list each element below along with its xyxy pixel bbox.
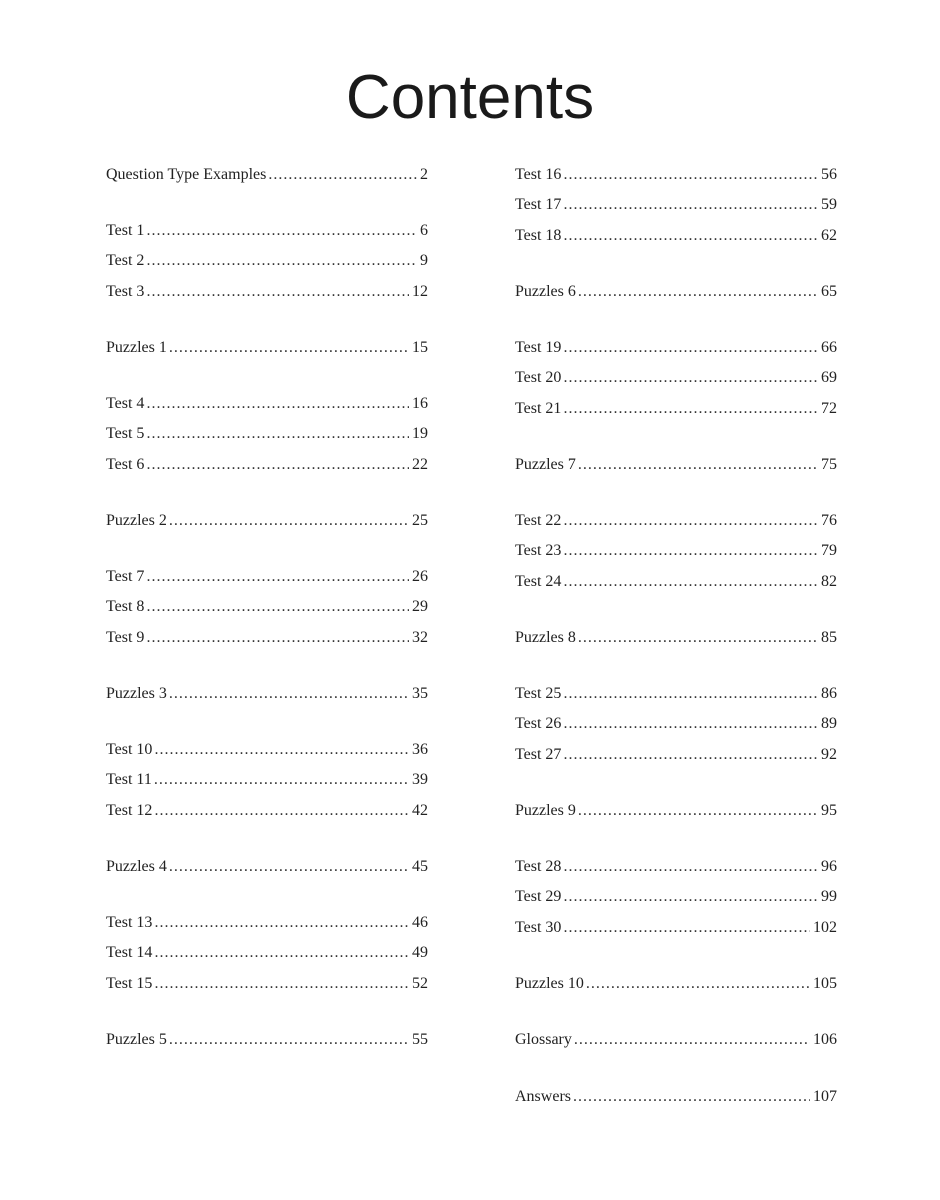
- dot-leader: [563, 913, 810, 943]
- toc-entry-page-number: 6: [420, 222, 428, 239]
- toc-entry-label: Test 23: [515, 542, 562, 559]
- toc-entry: [106, 796, 428, 826]
- dot-leader: [563, 506, 818, 536]
- dot-leader: [578, 796, 818, 826]
- toc-entry-label: Puzzles 6: [515, 283, 576, 300]
- toc-entry-page-number: 56: [821, 166, 837, 183]
- toc-entry: [106, 160, 428, 190]
- dot-leader: [169, 333, 409, 363]
- toc-entry-page-number: 107: [813, 1088, 837, 1105]
- dot-leader: [169, 506, 409, 536]
- toc-entry-label: Test 24: [515, 573, 562, 590]
- toc-entry-label: Test 17: [515, 196, 562, 213]
- dot-leader: [563, 536, 818, 566]
- toc-entry-label: Test 29: [515, 888, 562, 905]
- toc-entry-page-number: 22: [412, 456, 428, 473]
- toc-entry: [106, 389, 428, 419]
- toc-entry-page-number: 12: [412, 283, 428, 300]
- toc-entry-label: Test 26: [515, 715, 562, 732]
- page-title: Contents: [345, 63, 595, 132]
- toc-entry-label: Puzzles 9: [515, 802, 576, 819]
- toc-entry-page-number: 49: [412, 944, 428, 961]
- toc-entry-page-number: 19: [412, 425, 428, 442]
- toc-entry: [515, 709, 837, 739]
- toc-entry-label: Test 12: [106, 802, 153, 819]
- dot-leader: [146, 389, 409, 419]
- toc-entry-label: Test 6: [106, 456, 145, 473]
- toc-entry-label: Test 28: [515, 858, 562, 875]
- toc-entry-page-number: 55: [412, 1031, 428, 1048]
- toc-entry: [106, 277, 428, 307]
- toc-entry-page-number: 2: [420, 166, 428, 183]
- toc-entry-page-number: 65: [821, 283, 837, 300]
- toc-entry: [106, 679, 428, 709]
- toc-entry: [515, 363, 837, 393]
- toc-entry-page-number: 89: [821, 715, 837, 732]
- toc-entry: [106, 938, 428, 968]
- toc-entry-page-number: 66: [821, 339, 837, 356]
- dot-leader: [146, 592, 409, 622]
- toc-entry-label: Puzzles 4: [106, 858, 167, 875]
- toc-entry: [515, 623, 837, 653]
- dot-leader: [578, 450, 818, 480]
- toc-entry-page-number: 62: [821, 227, 837, 244]
- toc-entry-label: Test 11: [106, 771, 152, 788]
- toc-entry: [515, 221, 837, 251]
- toc-entry: [515, 796, 837, 826]
- toc-entry: [515, 450, 837, 480]
- toc-entry-label: Puzzles 10: [515, 975, 584, 992]
- dot-leader: [146, 216, 417, 246]
- toc-entry-page-number: 82: [821, 573, 837, 590]
- toc-entry: [515, 506, 837, 536]
- toc-entry-page-number: 45: [412, 858, 428, 875]
- toc-entry-page-number: 86: [821, 685, 837, 702]
- dot-leader: [563, 882, 818, 912]
- toc-entry: [515, 882, 837, 912]
- toc-entry-page-number: 39: [412, 771, 428, 788]
- toc-entry-page-number: 52: [412, 975, 428, 992]
- toc-entry-page-number: 79: [821, 542, 837, 559]
- toc-entry-page-number: 35: [412, 685, 428, 702]
- dot-leader: [146, 450, 409, 480]
- toc-entry-page-number: 106: [813, 1031, 837, 1048]
- toc-entry-label: Glossary: [515, 1031, 572, 1048]
- toc-entry: [106, 852, 428, 882]
- toc-entry-label: Test 19: [515, 339, 562, 356]
- toc-entry: [515, 679, 837, 709]
- toc-entry-page-number: 75: [821, 456, 837, 473]
- toc-entry: [515, 333, 837, 363]
- toc-entry: [106, 419, 428, 449]
- toc-entry: [106, 333, 428, 363]
- dot-leader: [578, 277, 818, 307]
- toc-entry-label: Puzzles 8: [515, 629, 576, 646]
- toc-entry-label: Test 20: [515, 369, 562, 386]
- toc-entry-label: Test 21: [515, 400, 562, 417]
- toc-entry-label: Test 27: [515, 746, 562, 763]
- toc-entry: [515, 1082, 837, 1112]
- dot-leader: [146, 246, 417, 276]
- dot-leader: [563, 709, 818, 739]
- toc-entry-label: Test 14: [106, 944, 153, 961]
- toc-entry-label: Test 1: [106, 222, 145, 239]
- toc-entry: [106, 246, 428, 276]
- toc-entry-page-number: 69: [821, 369, 837, 386]
- toc-entry: [106, 735, 428, 765]
- toc-entry-label: Test 10: [106, 741, 153, 758]
- dot-leader: [169, 852, 409, 882]
- toc-entry: [106, 908, 428, 938]
- toc-entry: [515, 852, 837, 882]
- toc-entry: [515, 913, 837, 943]
- toc-entry-page-number: 96: [821, 858, 837, 875]
- toc-entry: [106, 969, 428, 999]
- toc-entry-page-number: 59: [821, 196, 837, 213]
- dot-leader: [268, 160, 417, 190]
- dot-leader: [563, 394, 818, 424]
- toc-entry-page-number: 29: [412, 598, 428, 615]
- dot-leader: [154, 735, 409, 765]
- dot-leader: [574, 1025, 810, 1055]
- dot-leader: [563, 852, 818, 882]
- toc-entry-label: Test 3: [106, 283, 145, 300]
- dot-leader: [563, 221, 818, 251]
- toc-entry-label: Test 4: [106, 395, 145, 412]
- toc-entry: [515, 969, 837, 999]
- toc-entry: [106, 592, 428, 622]
- toc-entry-page-number: 85: [821, 629, 837, 646]
- dot-leader: [563, 160, 818, 190]
- toc-entry-label: Test 30: [515, 919, 562, 936]
- toc-entry-page-number: 15: [412, 339, 428, 356]
- toc-entry-label: Answers: [515, 1088, 571, 1105]
- toc-entry: [106, 623, 428, 653]
- toc-entry-label: Puzzles 1: [106, 339, 167, 356]
- toc-entry-page-number: 92: [821, 746, 837, 763]
- toc-entry-page-number: 95: [821, 802, 837, 819]
- toc-entry-page-number: 36: [412, 741, 428, 758]
- dot-leader: [573, 1082, 810, 1112]
- toc-entry-label: Test 16: [515, 166, 562, 183]
- dot-leader: [563, 567, 818, 597]
- toc-entry: [106, 765, 428, 795]
- toc-entry: [106, 506, 428, 536]
- dot-leader: [563, 363, 818, 393]
- toc-entry-page-number: 99: [821, 888, 837, 905]
- toc-entry-label: Test 18: [515, 227, 562, 244]
- dot-leader: [578, 623, 818, 653]
- toc-entry-label: Test 13: [106, 914, 153, 931]
- toc-entry-page-number: 25: [412, 512, 428, 529]
- toc-entry: [515, 160, 837, 190]
- toc-entry-label: Puzzles 5: [106, 1031, 167, 1048]
- toc-entry: [515, 1025, 837, 1055]
- toc-entry-page-number: 105: [813, 975, 837, 992]
- dot-leader: [146, 562, 409, 592]
- toc-entry-page-number: 102: [813, 919, 837, 936]
- toc-entry-label: Question Type Examples: [106, 166, 267, 183]
- dot-leader: [563, 679, 818, 709]
- toc-entry: [106, 450, 428, 480]
- toc-entry-page-number: 32: [412, 629, 428, 646]
- toc-entry: [515, 277, 837, 307]
- toc-entry-label: Test 22: [515, 512, 562, 529]
- toc-entry-page-number: 46: [412, 914, 428, 931]
- dot-leader: [586, 969, 810, 999]
- dot-leader: [563, 740, 818, 770]
- toc-entry-page-number: 76: [821, 512, 837, 529]
- toc-entry-page-number: 9: [420, 252, 428, 269]
- toc-entry-page-number: 16: [412, 395, 428, 412]
- dot-leader: [563, 333, 818, 363]
- dot-leader: [154, 969, 409, 999]
- toc-entry: [515, 536, 837, 566]
- toc-entry-label: Test 9: [106, 629, 145, 646]
- dot-leader: [154, 796, 409, 826]
- toc-entry-label: Test 7: [106, 568, 145, 585]
- toc-entry-label: Test 8: [106, 598, 145, 615]
- toc-entry-page-number: 42: [412, 802, 428, 819]
- toc-entry: [515, 567, 837, 597]
- dot-leader: [169, 1025, 409, 1055]
- toc-entry: [515, 394, 837, 424]
- toc-entry: [515, 190, 837, 220]
- toc-entry-label: Test 25: [515, 685, 562, 702]
- dot-leader: [146, 419, 409, 449]
- dot-leader: [169, 679, 409, 709]
- dot-leader: [154, 908, 409, 938]
- toc-entry-page-number: 26: [412, 568, 428, 585]
- dot-leader: [563, 190, 818, 220]
- dot-leader: [146, 623, 409, 653]
- toc-entry: [106, 562, 428, 592]
- toc-entry-label: Test 2: [106, 252, 145, 269]
- toc-entry: [106, 1025, 428, 1055]
- toc-entry-label: Puzzles 3: [106, 685, 167, 702]
- toc-entry-page-number: 72: [821, 400, 837, 417]
- toc-entry: [106, 216, 428, 246]
- dot-leader: [154, 938, 409, 968]
- toc-entry-label: Test 15: [106, 975, 153, 992]
- toc-entry: [515, 740, 837, 770]
- toc-entry-label: Test 5: [106, 425, 145, 442]
- dot-leader: [146, 277, 409, 307]
- toc-entry-label: Puzzles 2: [106, 512, 167, 529]
- toc-entry-label: Puzzles 7: [515, 456, 576, 473]
- dot-leader: [154, 765, 409, 795]
